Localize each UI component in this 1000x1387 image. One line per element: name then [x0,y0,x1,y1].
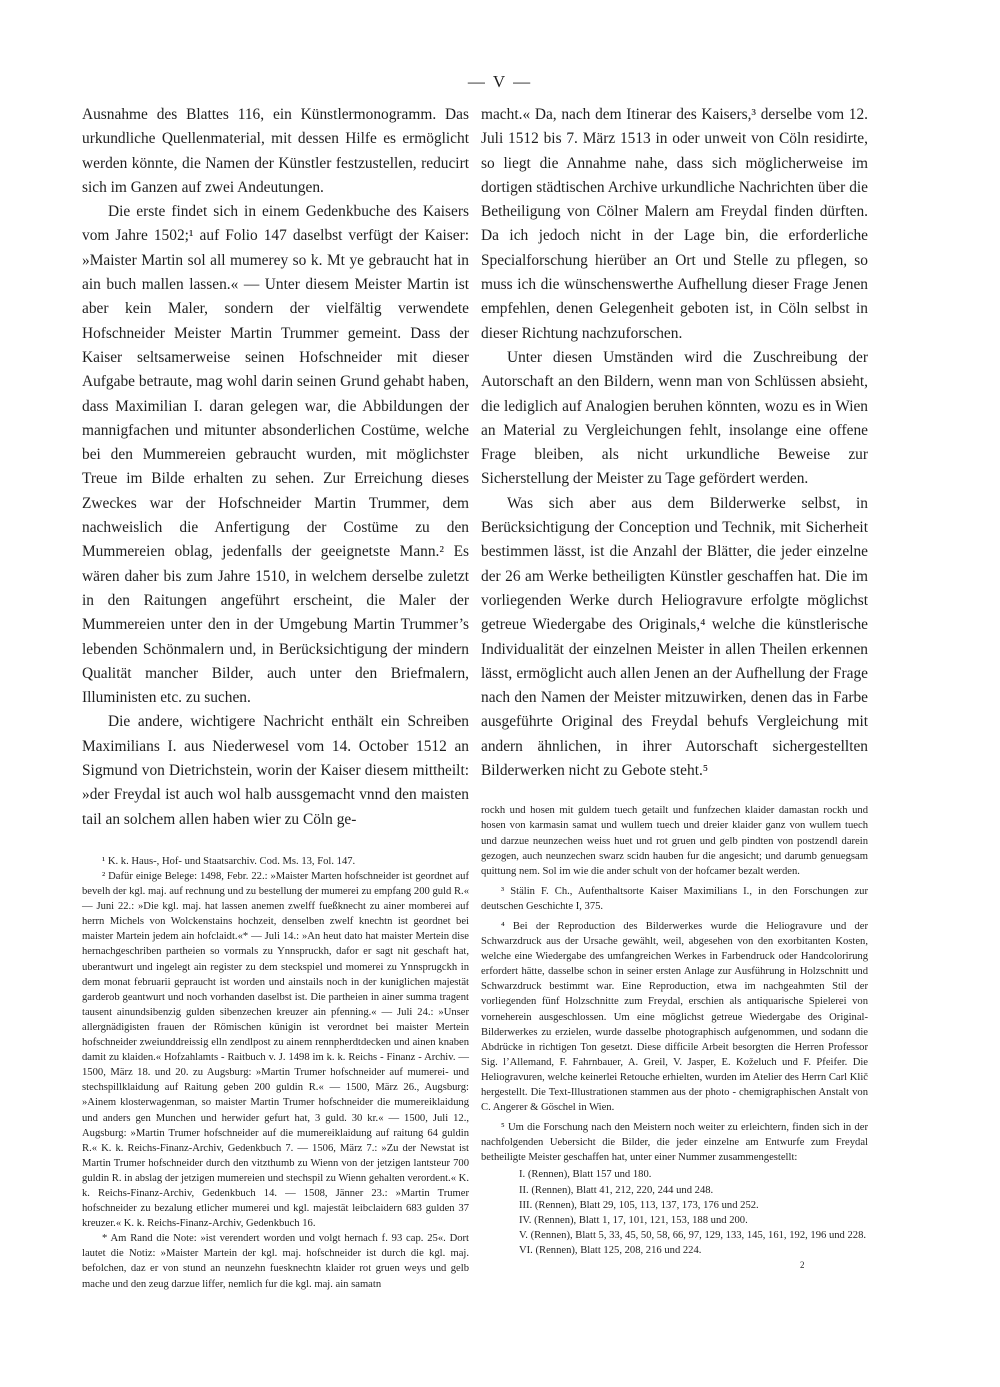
paragraph: Ausnahme des Blattes 116, ein Künstlermonogramm. Das urkundliche Quellenmaterial, mit dessen Hilfe es ermöglicht werden könnte, die Namen der Künstler festzustellen, reducirt sich im Ganzen auf zwei Andeutungen. [82,106,469,196]
footnote: ⁴ Bei der Reproduction des Bilderwerkes wurde die Heliogravure und der Schwarzdruck aus der Ursache gewählt, weil, abgesehen von den exorbitanten Kosten, welche eine Wiedergabe des umfangreichen Werkes in Farbendruck oder Handcolorirung erfordert hätte, dasselbe schon in seiner ersten Anlage zur Ausführung in Holzschnitt und Schwarzdruck bestimmt war. Eine Reproduction, etwa im nachgeahmten Stil der vorliegenden fünf Holzschnitte zum Freydal, erschien als antiquarische Spielerei von vorneherein ausgeschlossen. Um eine möglichst getreue Wiedergabe des Original-Bilderwerkes zu erzielen, wurde dasselbe photographisch aufgenommen, und sodann die Abdrücke in richtigen Ton gesetzt. Diese difficile Arbeit besorgten die Herren Professor Sig. l’Allemand, F. Fahrnbauer, A. Greil, V. Jasper, E. Koželuch und F. Pfeifer. Die Heliogravuren, welche keinerlei Retouche erhielten, wurden im Atelier des Herrn Carl Klič hergestellt. Die Text-Illustrationen stammen aus der photo - chemigraphischen Anstalt von C. Angerer & Göschel in Wien. [481,920,868,1114]
paragraph: Die andere, wichtigere Nachricht enthält ein Schreiben Maximilians I. aus Niederwesel vom 14. October 1512 an Sigmund von Dietrichstein, worin der Kaiser diesem mittheilt: »der Freydal ist auch wol halb aussgemacht vnnd den maisten tail an solchem allen haben wier zu Cöln ge- [82,713,469,828]
footnote: ³ Stälin F. Ch., Aufenthaltsorte Kaiser Maximilians I., in den Forschungen zur deutschen Geschichte I, 375. [481,885,868,912]
footnote: ² Dafür einige Belege: 1498, Febr. 22.: »Maister Marten hofschneider ist geordnet auf bevelh der kgl. maj. auf rechnung und zu bestellung der mumerei zu empfang 200 guld R.« — Juni 22.: »Die kgl. maj. hat lassen anemen zwelff fueßknecht zu ainer momberei auf herrn Michels von Wolckenstains hochzeit, denselben zwelf knechtn ist geordnet bei maister Martein jedem ain hofclaidt.«* — Juli 14.: »An heut dato hat maister Mertein dise hernachgeschriben partheien so vormals zu Ynnspruckh, dafor er sagt nit geschaft hat, uberantwurt und ingelegt ain register zu dem steckspiel und momerei zu Ynnsprugckh in dem monat februarii gepraucht ist worden und ainstails noch in der kuniglichen majestät garderob geantwurt und noch vorhanden daselbst ist. Die partheien in ainer summa tragent tausent ainundsibenzig gulden sibenzechen kreuzer ain pfenning.« — Juli 24.: »Unser allergnädigisten frauen der Römischen künigin ist verordnet bei maister Mertein hofschneider zweiunddreissig elln zendlpost zu ainem rennpherdtdecken und ainen knaben damit zu klaiden.« Hofzahlamts - Raitbuch v. J. 1498 im k. k. Reichs - Finanz - Archiv. — 1500, März 18. und 20. zu Augsburg: »Martin Trumer hofschneider auf mumerei- und stechspillklaidung auf Raitung geben 200 guldin R.« — 1500, März 26., Augsburg: »Ainem klosterwagenman, so maister Martin Trumer hofschneider die mumereiklaidung und anders gen Munchen und herwider gefurt hat, 3 guld. 30 kr.« — 1500, Juli 12., Augsburg: »Martin Trumer hofschneider auf die mumereiklaidung auf raitung 64 guldin R.« K. k. Reichs-Finanz-Archiv, Gedenkbuch 7. — 1506, März 7.: »Zu der Newstat ist Martin Trumer hofschneider durch den vitzthumb zu Wienn von der jetzigen lantsteur 700 guldin R. in abslag der jetzigen mumereien und stechspil zu Wienn gehalten verordent.« K. k. Reichs-Finanz-Archiv, Gedenkbuch 14. — 1508, Jänner 23.: »Martin Trumer hofschneider zu bezalung etlicher mumerei und kgl. majestät leibclaidern 683 gulden 37 kreuzer.« K. k. Reichs-Finanz-Archiv, Gedenkbuch 16. [82,871,469,1230]
footnote: ¹ K. k. Haus-, Hof- und Staatsarchiv. Cod. Ms. 13, Fol. 147. [102,855,356,867]
footnotes [481,803,868,1258]
paragraph: Die erste findet sich in einem Gedenkbuche des Kaisers vom Jahre 1502;¹ auf Folio 147 daselbst verfügt der Kaiser: »Maister Martin sol all mumerey so k. Mt ye gebraucht hat in ain buch mallen lassen.« — Unter diesem Meister Martin ist aber kein Maler, sondern der vielfältig verwendete Hofschneider Meister Martin Trummer gemeint. Dass der Kaiser seltsamerweise seinen Hofschneider mit dieser Aufgabe betraute, mag wohl darin seinen Grund gehabt haben, dass Maximilian I. daran gelegen war, die Abbildungen der mannigfachen und mitunter absonderlichen Costüme, welche bei den Mummereien gebraucht wurden, mit möglichster Treue im Bilde erhalten zu sehen. Zur Erreichung dieses Zweckes war der Hofschneider Martin Trummer, dem nachweislich die Anfertigung der Costüme zu den Mummereien oblag, jedenfalls der geeignetste Mann.² Es wären daher bis zum Jahre 1510, in welchem derselbe zuletzt in den Raitungen angeführt erscheint, die Maler der Mummereien unter den in der Umgebung Martin Trummer’s lebenden Schönmalern und, in Berücksichtigung der mindern Qualität mancher Bilder, auch unter den Briefmalern, Illuministen etc. zu suchen. [82,203,469,707]
page-number: — V — [467,72,533,91]
master-list [481,1167,868,1258]
footnotes [82,854,469,1292]
list-item: II. (Rennen), Blatt 41, 212, 220, 244 und 248. [519,1184,714,1196]
signature-mark: 2 [800,1260,805,1270]
list-item: VI. (Rennen), Blatt 125, 208, 216 und 224. [519,1244,702,1256]
main-text [481,103,868,783]
footnote: * Am Rand die Note: »ist verendert worden und volgt hernach f. 93 cap. 25«. Dort lautet die Notiz: »Maister Martein der kgl. maj. hofschneider ist durch die kgl. maj. befolchen, daz er von stund an neunzehn fuesknechtn klaider rot gruen weys und gelb mache und den zeug darzue liffer, nemlich fur die kgl. maj. ain samatn [82,1233,469,1290]
list-item: V. (Rennen), Blatt 5, 33, 45, 50, 58, 66, 97, 129, 133, 145, 161, 192, 196 und 228. [519,1229,867,1241]
footnote: rockh und hosen mit guldem tuech getailt und funfzechen klaider damastan rockh und hosen von karmasin samat und wullem tuech und dreier klaider ganz von wullem tuech und darzue neunzechen weiss huet und rot gruen und gelb pindten von postzendl darein gezogen, auch neunzechen swarz scidn hauben fur die angesicht; und darumb genuegsam quittung nem. Sol im wie die ander schult von der hofcamer bezalt werden. [481,805,868,877]
paragraph: Unter diesen Umständen wird die Zuschreibung der Autorschaft an den Bildern, wenn man von Schlüssen absieht, die lediglich auf Analogien beruhen könnten, wozu es in Wien an Material zu Vergleichungen fehlt, insolange eine offene Frage bleiben, als nicht urkundliche Beweise zur Sicherstellung der Meister zu Tage gefördert werden. [481,348,868,488]
right-column [481,103,868,1258]
main-text [82,103,469,832]
paragraph: Was sich aber aus dem Bilderwerke selbst, in Berücksichtigung der Conception und Technik, mit Sicherheit bestimmen lässt, ist die Anzahl der Blätter, die jeder einzelne der 26 am Werke betheiligten Künstler geschaffen hat. Die im vorliegenden Werke durch Heliogravure erfolgte möglichst getreue Wiedergabe des Originals,⁴ welche die künstlerische Individualität der einzelnen Meister in allen Theilen erkennen lässt, ermöglicht auch allen Jenen an der Aufhellung der Frage nach den Namen der Meister mitzuwirken, denen das in Farbe ausgeführte Original des Freydal behufs Vergleichung mit andern ähnlichen, in ihrer Autorschaft sichergestellten Bilderwerken nicht zu Gebote steht.⁵ [481,494,868,780]
left-column [82,103,469,1292]
list-item: I. (Rennen), Blatt 157 und 180. [519,1169,652,1181]
paragraph: macht.« Da, nach dem Itinerar des Kaisers,³ derselbe vom 12. Juli 1512 bis 7. März 1513 in oder unweit von Cöln residirte, so liegt die Annahme nahe, dass sich möglicherweise im dortigen städtischen Archive urkundliche Nachrichten über die Betheiligung von Cölner Malern am Freydal finden dürften. Da ich jedoch nicht in der Lage bin, die erforderliche Specialforschung hierüber an Ort und Stelle zu pflegen, so muss ich die wünschenswerthe Aufhellung dieser Frage Jenen empfehlen, denen Gelegenheit geboten ist, in Cöln selbst in dieser Richtung nachzuforschen. [481,106,868,342]
list-item: IV. (Rennen), Blatt 1, 17, 101, 121, 153, 188 und 200. [519,1214,748,1226]
list-item: III. (Rennen), Blatt 29, 105, 113, 137, 173, 176 und 252. [519,1199,759,1211]
footnote: ⁵ Um die Forschung nach den Meistern noch weiter zu erleichtern, finden sich in der nachfolgenden Uebersicht die Bilder, die jeder einzelne am Entwurfe zum Freydal betheiligte Meister geschaffen hat, unter einer Nummer zusammengestellt: [481,1122,868,1164]
